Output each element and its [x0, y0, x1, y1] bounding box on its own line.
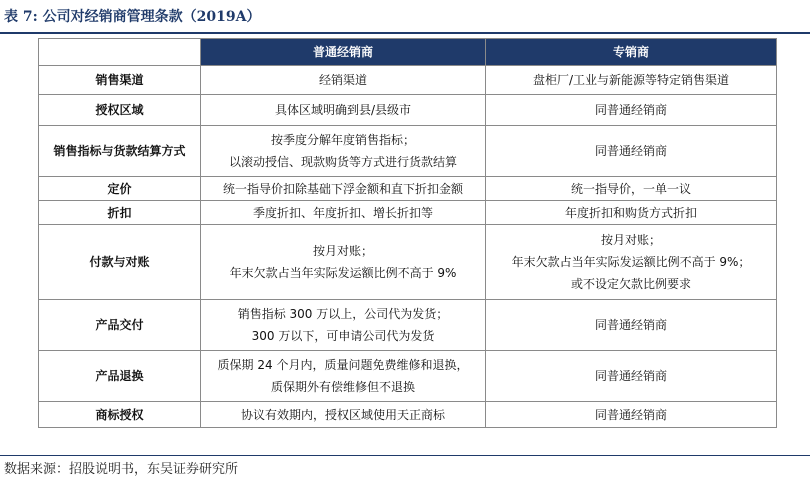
cell-line: 经销渠道: [318, 73, 367, 87]
cell-line: 统一指导价扣除基础下浮金额和直下折扣金额: [222, 181, 463, 196]
row-label: 销售指标与货款结算方式: [39, 126, 201, 177]
table-row: [39, 300, 777, 351]
exclusive-dealer-cell: [486, 201, 777, 225]
cell-line: 质保期外有偿维修但不退换: [270, 380, 415, 394]
table-row: [39, 201, 777, 225]
row-label: 产品交付: [39, 300, 201, 351]
cell-line: 按季度分解年度销售指标；: [270, 133, 415, 147]
exclusive-dealer-cell: [486, 66, 777, 95]
cell-line: 300 万以下，可申请公司代为发货: [251, 329, 435, 343]
cell-line: 协议有效期内，授权区域使用天正商标: [240, 407, 445, 422]
cell-line: 以滚动授信、现款购货等方式进行货款结算: [228, 155, 457, 169]
exclusive-dealer-cell: [486, 126, 777, 177]
cell-line: 或不设定欠款比例要求: [570, 277, 691, 291]
table-caption: 表 7: 公司对经销商管理条款（2019A）: [4, 9, 261, 25]
cell-line: 质保期 24 个月内，质量问题免费维修和退换，: [217, 358, 469, 372]
general-dealer-cell: [201, 402, 486, 428]
row-label: 产品退换: [39, 351, 201, 402]
exclusive-dealer-cell: [486, 351, 777, 402]
row-label: 销售渠道: [39, 66, 201, 95]
cell-line: 同普通经销商: [594, 103, 667, 117]
caption-rule: [0, 32, 810, 34]
source-note: 数据来源：招股说明书，东吴证券研究所: [4, 462, 239, 477]
header-row: [39, 39, 777, 66]
cell-line: 同普通经销商: [594, 369, 667, 383]
cell-line: 按月对账；: [312, 244, 373, 258]
header-exclusive-dealer: 专销商: [486, 39, 777, 66]
general-dealer-cell: [201, 177, 486, 201]
table-row: [39, 66, 777, 95]
exclusive-dealer-cell: [486, 177, 777, 201]
table-row: [39, 177, 777, 201]
table-row: [39, 402, 777, 428]
row-label: 付款与对账: [39, 225, 201, 300]
cell-line: 具体区域明确到县/县级市: [274, 103, 412, 117]
dealer-terms-table: [38, 38, 777, 428]
header-general-dealer: 普通经销商: [201, 39, 486, 66]
general-dealer-cell: [201, 351, 486, 402]
cell-line: 盘柜厂/工业与新能源等特定销售渠道: [532, 73, 730, 87]
cell-line: 统一指导价，一单一议: [570, 181, 691, 196]
cell-line: 同普通经销商: [594, 407, 667, 422]
general-dealer-cell: [201, 95, 486, 126]
table-row: [39, 126, 777, 177]
row-label: 商标授权: [39, 402, 201, 428]
table-row: [39, 351, 777, 402]
exclusive-dealer-cell: [486, 402, 777, 428]
source-rule: [0, 455, 810, 456]
exclusive-dealer-cell: [486, 300, 777, 351]
general-dealer-cell: [201, 225, 486, 300]
cell-line: 年度折扣和购货方式折扣: [564, 205, 697, 220]
cell-line: 季度折扣、年度折扣、增长折扣等: [252, 205, 433, 220]
cell-line: 年末欠款占当年实际发运额比例不高于 9%；: [511, 255, 751, 269]
table-row: [39, 225, 777, 300]
cell-line: 同普通经销商: [594, 144, 667, 158]
exclusive-dealer-cell: [486, 225, 777, 300]
cell-line: 同普通经销商: [594, 318, 667, 332]
exclusive-dealer-cell: [486, 95, 777, 126]
row-label: 定价: [39, 177, 201, 201]
cell-line: 销售指标 300 万以上，公司代为发货；: [237, 307, 449, 321]
general-dealer-cell: [201, 300, 486, 351]
general-dealer-cell: [201, 126, 486, 177]
table-row: [39, 95, 777, 126]
header-corner: [39, 39, 201, 66]
row-label: 授权区域: [39, 95, 201, 126]
cell-line: 年末欠款占当年实际发运额比例不高于 9%: [229, 266, 457, 280]
general-dealer-cell: [201, 201, 486, 225]
row-label: 折扣: [39, 201, 201, 225]
cell-line: 按月对账；: [600, 233, 661, 247]
table-body: [39, 66, 777, 428]
general-dealer-cell: [201, 66, 486, 95]
